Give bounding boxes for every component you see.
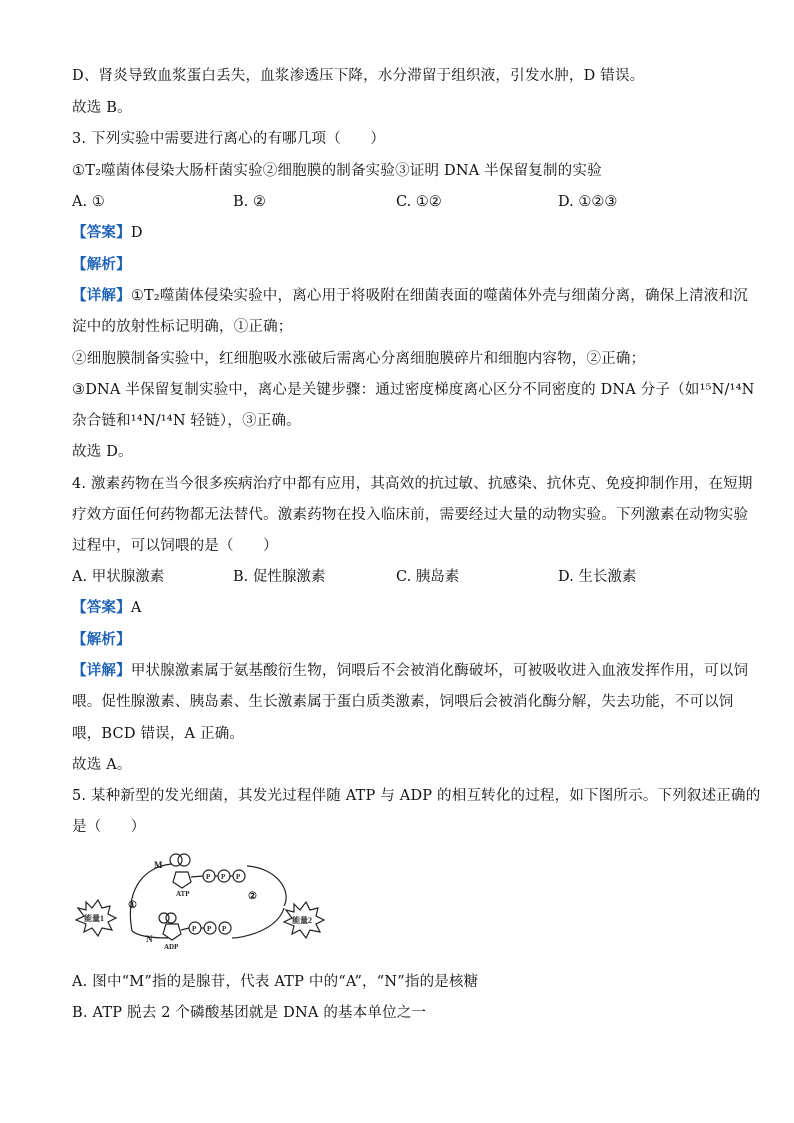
- question-5-stem: 5. 某种新型的发光细菌，其发光过程伴随 ATP 与 ADP 的相互转化的过程，如下图所示。下列叙述正确的: [72, 788, 761, 804]
- arrow-path-3: [232, 908, 284, 938]
- q3-conclusion: 故选 D。: [72, 444, 133, 460]
- q3-detail: 【详解】①T₂噬菌体侵染实验中，离心用于将吸附在细菌表面的噬菌体外壳与细菌分离，确保上清液和沉: [72, 287, 748, 304]
- label-m: M: [154, 860, 163, 870]
- question-5-stem: 是（ ）: [72, 819, 146, 835]
- question-4-stem: 疗效方面任何药物都无法替代。激素药物在投入临床前，需要经过大量的动物实验。下列激素在动物实验: [72, 507, 749, 523]
- q3-detail: 杂合链和¹⁴N/¹⁴N 轻链），③正确。: [72, 413, 301, 429]
- q4-option-b: B. 促性腺激素: [233, 569, 326, 585]
- q3-option-d: D. ①②③: [558, 194, 618, 210]
- label-adp: ADP: [164, 943, 179, 950]
- q3-option-a: A. ①: [72, 194, 105, 210]
- q4-detail: 【详解】甲状腺激素属于氨基酸衍生物，饲喂后不会被消化酶破坏，可被吸收进入血液发挥作用，可以饲: [72, 662, 749, 679]
- label-p: P: [206, 873, 211, 881]
- text-line: D、肾炎导致血浆蛋白丢失，血浆渗透压下降，水分滞留于组织液，引发水肿，D 错误。: [72, 68, 645, 84]
- q3-detail: ②细胞膜制备实验中，红细胞吸水涨破后需离心分离细胞膜碎片和细胞内容物，②正确；: [72, 351, 646, 367]
- q4-answer: 【答案】A: [72, 599, 142, 616]
- label-p: P: [221, 873, 226, 881]
- q4-detail: 喂。促性腺激素、胰岛素、生长激素属于蛋白质类激素，饲喂后会被消化酶分解，失去功能，不可以饲: [72, 694, 734, 710]
- q3-detail: ③DNA 半保留复制实验中，离心是关键步骤：通过密度梯度离心区分不同密度的 DNA 分子（如¹⁵N/¹⁴N: [72, 382, 755, 398]
- q3-answer: [72, 223, 143, 243]
- label-energy-2: 能量2: [292, 916, 312, 925]
- q4-option-a: A. 甲状腺激素: [72, 569, 165, 585]
- question-4-stem: 过程中，可以饲喂的是（ ）: [72, 538, 278, 554]
- text-line: 故选 B。: [72, 100, 132, 116]
- q3-option-c: C. ①②: [396, 194, 442, 210]
- label-p: P: [236, 873, 241, 881]
- label-atp: ATP: [176, 890, 190, 898]
- q3-analysis-tag: 【解析】: [72, 256, 131, 273]
- q4-option-d: D. 生长激素: [558, 569, 637, 585]
- q5-option-a: A. 图中“M”指的是腺苷，代表 ATP 中的“A”，“N”指的是核糖: [72, 974, 479, 990]
- q4-option-c: C. 胰岛素: [396, 569, 460, 585]
- q3-option-b: B. ②: [233, 194, 266, 210]
- label-p: P: [222, 925, 227, 933]
- answer-value: D: [130, 225, 143, 241]
- answer-tag: 【答案】: [72, 224, 131, 241]
- question-3-items: ①T₂噬菌体侵染大肠杆菌实验②细胞膜的制备实验③证明 DNA 半保留复制的实验: [72, 163, 602, 179]
- q4-detail: 喂，BCD 错误，A 正确。: [72, 726, 245, 742]
- label-p: P: [192, 925, 197, 933]
- detail-tag: 【详解】: [72, 287, 131, 304]
- arrow-path-1: [130, 864, 172, 931]
- label-step-1: ①: [128, 900, 137, 911]
- question-3-stem: 3. 下列实验中需要进行离心的有哪几项（ ）: [72, 131, 386, 147]
- q3-detail: 淀中的放射性标记明确，①正确；: [72, 319, 293, 335]
- q5-option-b: B. ATP 脱去 2 个磷酸基团就是 DNA 的基本单位之一: [72, 1005, 427, 1021]
- atp-adp-cycle-diagram: [72, 846, 332, 950]
- question-4-stem: 4. 激素药物在当今很多疾病治疗中都有应用，其高效的抗过敏、抗感染、抗休克、免疫抑制作用，在短期: [72, 476, 753, 492]
- q4-analysis-tag: 【解析】: [72, 631, 131, 648]
- q4-conclusion: 故选 A。: [72, 757, 132, 773]
- label-step-2: ②: [248, 891, 257, 902]
- label-p: P: [207, 925, 212, 933]
- label-energy-1: 能量1: [84, 914, 104, 923]
- label-n: N: [146, 934, 153, 944]
